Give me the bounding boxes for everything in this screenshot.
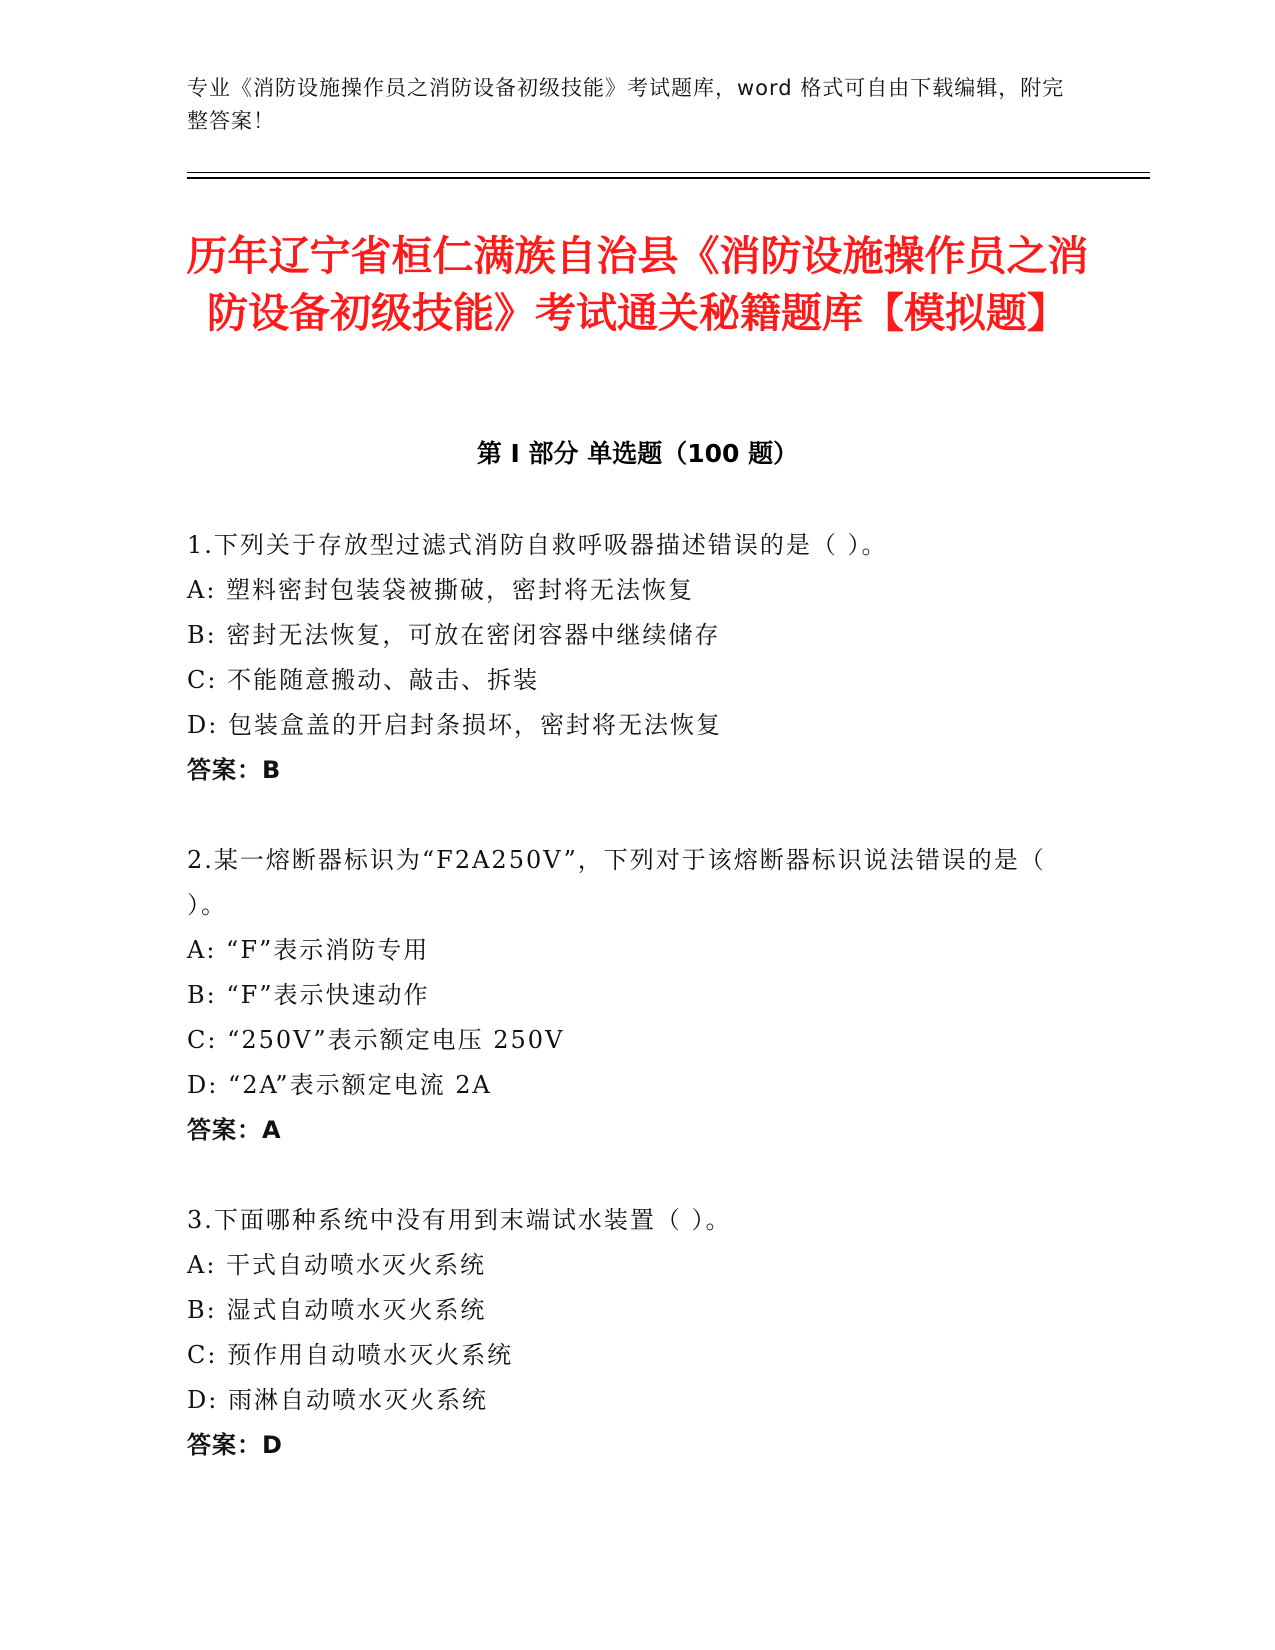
question-stem: 1.下列关于存放型过滤式消防自救呼吸器描述错误的是（ ）。 [187,531,888,559]
option-c: C: “250V”表示额定电压 250V [187,1026,565,1054]
header-note: 专业《消防设施操作员之消防设备初级技能》考试题库，word 格式可自由下载编辑，附完整答案！ [187,76,1065,133]
option-a: A: 塑料密封包装袋被撕破，密封将无法恢复 [187,576,695,604]
option-b: B: “F”表示快速动作 [187,981,430,1009]
option-d: D: 包装盒盖的开启封条损坏，密封将无法恢复 [187,711,722,739]
question-3 [187,1198,1087,1468]
option-c: C: 不能随意搬动、敲击、拆装 [187,666,540,694]
section-title: 第 I 部分 单选题（100 题） [476,439,799,468]
question-stem: 2.某一熔断器标识为“F2A250V”，下列对于该熔断器标识说法错误的是（ ）。 [187,846,1046,919]
question-1 [187,523,1087,793]
option-a: A: “F”表示消防专用 [187,936,430,964]
question-stem: 3.下面哪种系统中没有用到末端试水装置（ ）。 [187,1206,732,1234]
answer: 答案：A [187,1116,282,1144]
header-rule-thick [187,177,1150,179]
option-b: B: 密封无法恢复，可放在密闭容器中继续储存 [187,621,721,649]
option-a: A: 干式自动喷水灭火系统 [187,1251,487,1279]
option-c: C: 预作用自动喷水灭火系统 [187,1341,514,1369]
answer: 答案：B [187,756,282,784]
header-rule-thin [187,172,1150,173]
answer: 答案：D [187,1431,283,1459]
question-2 [187,838,1087,1153]
option-d: D: “2A”表示额定电流 2A [187,1071,492,1099]
option-b: B: 湿式自动喷水灭火系统 [187,1296,487,1324]
option-d: D: 雨淋自动喷水灭火系统 [187,1386,488,1414]
document-title: 历年辽宁省桓仁满族自治县《消防设施操作员之消防设备初级技能》考试通关秘籍题库【模拟题】 [186,232,1089,337]
